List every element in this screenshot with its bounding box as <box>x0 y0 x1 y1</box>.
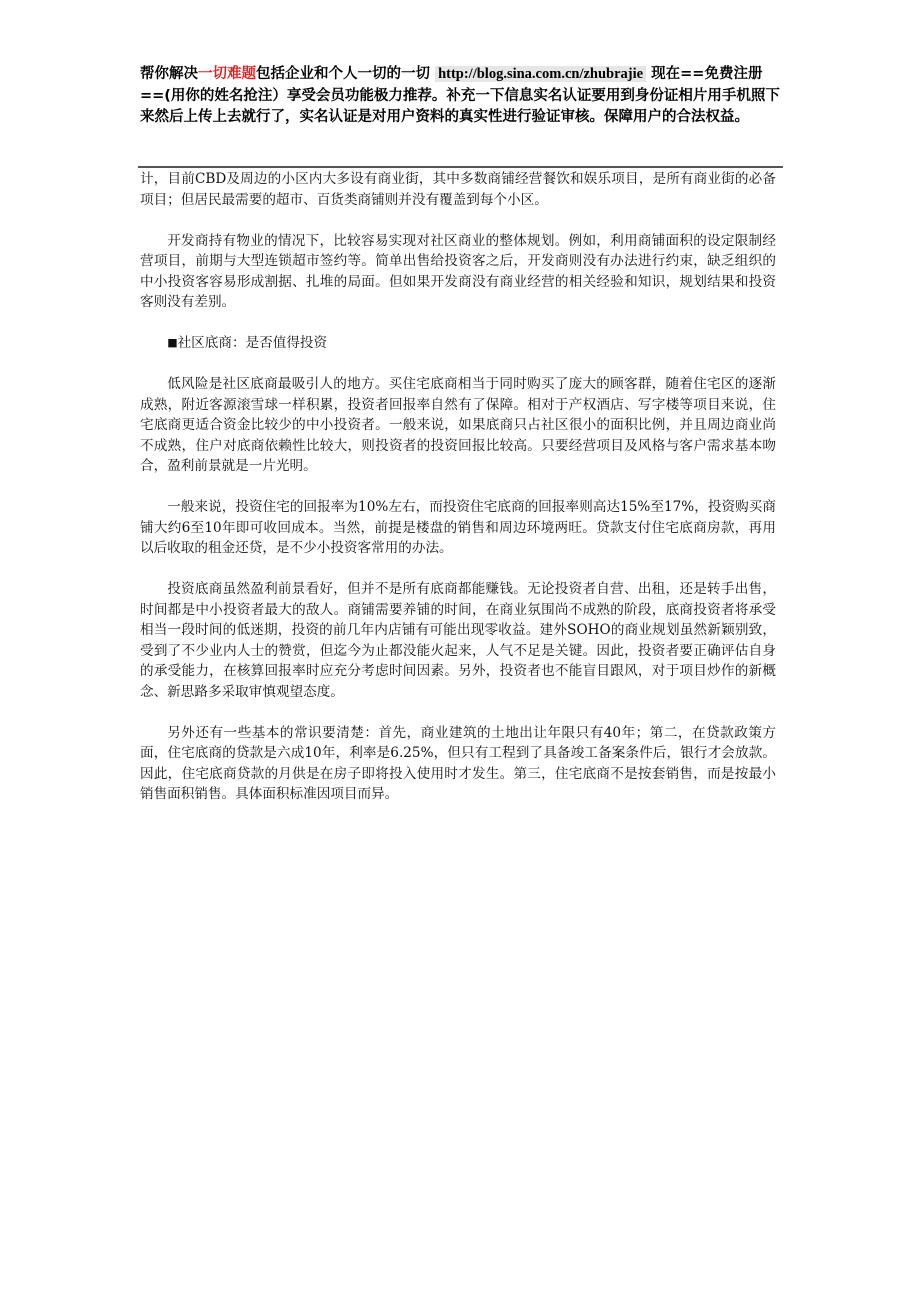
section-heading <box>140 333 776 354</box>
article-paragraph-5: 投资底商虽然盈利前景看好，但并不是所有底商都能赚钱。无论投资者自营、出租，还是转手出售，时间都是中小投资者最大的敌人。商铺需要养铺的时间，在商业氛围尚不成熟的阶段，底商投资者将承受相当一段时间的低迷期，投资的前几年内店铺有可能出现零收益。建外SOHO的商业规划虽然新颖别致，受到了不少业内人士的赞赏，但迄今为止都没能火起来，人气不足是关键。因此，投资者要正确评估自身的承受能力，在核算回报率时应充分考虑时间因素。另外，投资者也不能盲目跟风，对于项目炒作的新概念、新思路多采取审慎观望态度。 <box>140 581 776 700</box>
article-body <box>140 169 776 825</box>
promo-text-part3: 现在==免费注册==(用你的姓名抢注）享受会员功能极力推荐。补充一下信息实名认证要用到身份证相片用手机照下来然后上传上去就行了，实名认证是对用户资料的真实性进行验证审核。保障用户的合法权益。 <box>140 66 780 125</box>
article-paragraph-1: 计，目前CBD及周边的小区内大多设有商业街，其中多数商铺经营餐饮和娱乐项目，是所有商业街的必备项目；但居民最需要的超市、百货类商铺则并没有覆盖到每个小区。 <box>140 171 776 208</box>
header-divider <box>138 166 783 168</box>
article-paragraph-2: 开发商持有物业的情况下，比较容易实现对社区商业的整体规划。例如，利用商铺面积的设定限制经营项目，前期与大型连锁超市签约等。简单出售给投资客之后，开发商则没有办法进行约束，缺乏组织的中小投资客容易形成割据、扎堆的局面。但如果开发商没有商业经营的相关经验和知识，规划结果和投资客则没有差别。 <box>140 232 776 310</box>
section-heading-text: 社区底商：是否值得投资 <box>177 335 328 351</box>
article-paragraph-4: 一般来说，投资住宅的回报率为10%左右，而投资住宅底商的回报率则高达15%至17%，投资购买商铺大约6至10年即可收回成本。当然，前提是楼盘的销售和周边环境两旺。贷款支付住宅底商房款，再用以后收取的租金还贷，是不少小投资客常用的办法。 <box>140 499 776 556</box>
article-paragraph-6: 另外还有一些基本的常识要清楚：首先，商业建筑的土地出让年限只有40年；第二，在贷款政策方面，住宅底商的贷款是六成10年，利率是6.25%，但只有工程到了具备竣工备案条件后，银行才会放款。因此，住宅底商贷款的月供是在房子即将投入使用时才发生。第三，住宅底商不是按套销售，而是按最小销售面积销售。具体面积标准因项目而异。 <box>140 724 776 802</box>
promo-text-part1: 帮你解决 <box>140 66 198 82</box>
blog-link[interactable]: http://blog.sina.com.cn/zhubrajie <box>435 66 646 82</box>
promo-highlight: 一切难题 <box>198 66 256 82</box>
article-paragraph-3: 低风险是社区底商最吸引人的地方。买住宅底商相当于同时购买了庞大的顾客群，随着住宅区的逐渐成熟，附近客源滚雪球一样积累，投资者回报率自然有了保障。相对于产权酒店、写字楼等项目来说，住宅底商更适合资金比较少的中小投资者。一般来说，如果底商只占社区很小的面积比例，并且周边商业尚不成熟，住户对底商依赖性比较大，则投资者的投资回报比较高。只要经营项目及风格与客户需求基本吻合，盈利前景就是一片光明。 <box>140 376 776 474</box>
promo-header <box>140 64 780 129</box>
square-bullet-icon: ■ <box>167 336 178 349</box>
promo-text-part2: 包括企业和个人一切的一切 <box>256 66 436 82</box>
